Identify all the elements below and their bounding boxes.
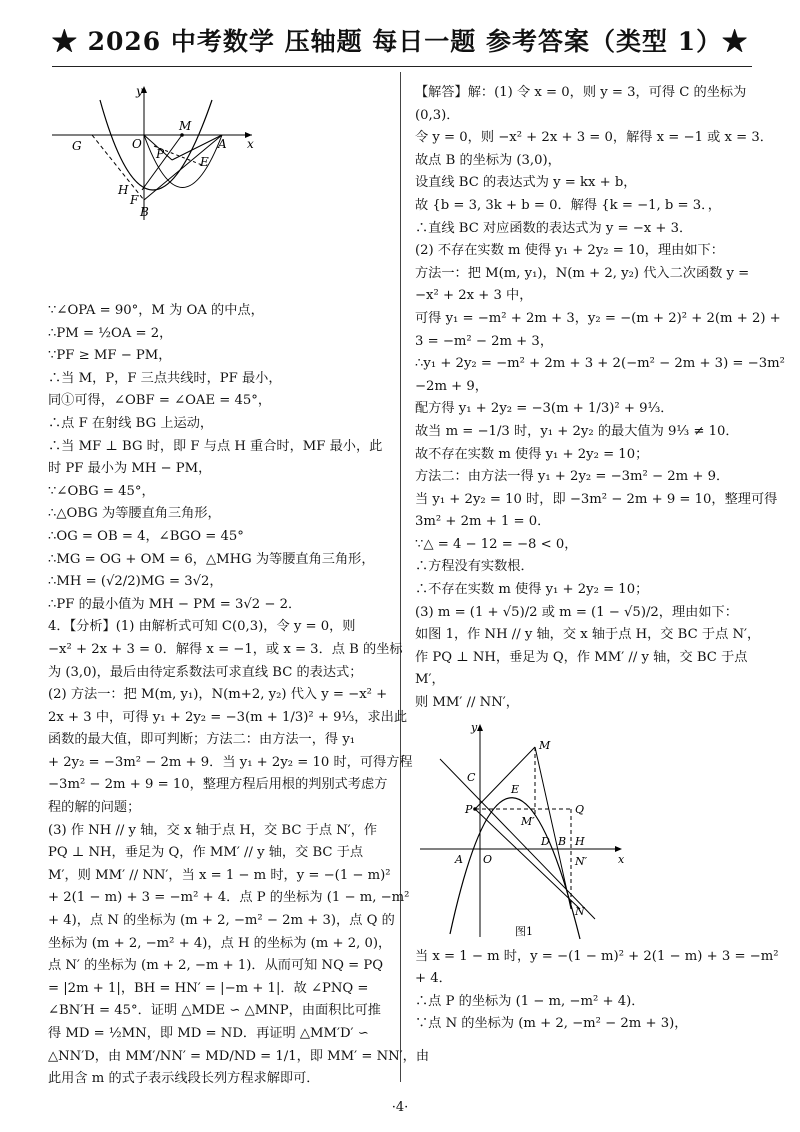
text-line: ∴点 P 的坐标为 (1 − m, −m² + 4)．: [415, 993, 645, 1009]
text-line: ∠BN′H = 45°．证明 △MDE ∽ △MNP，由面积比可推: [48, 1003, 381, 1019]
text-line: 【解答】解：(1) 令 x = 0，则 y = 3，可得 C 的坐标为: [415, 85, 747, 100]
text-line: 为 (3,0)，最后由待定系数法可求直线 BC 的表达式；: [48, 664, 363, 680]
text-line: ∴直线 BC 对应函数的表达式为 y = −x + 3．: [415, 220, 693, 236]
fig2-label-y: y: [471, 720, 478, 734]
text-line: 则 MM′ // NN′，: [415, 695, 519, 711]
column-divider: [400, 72, 401, 1082]
figure-parabola-top: [52, 80, 267, 225]
text-line: ∴MG = OG + OM = 6，△MHG 为等腰直角三角形，: [48, 551, 375, 567]
text-line: 故点 B 的坐标为 (3,0)，: [415, 152, 561, 168]
text-line: + 2y₂ = −3m² − 2m + 9．当 y₁ + 2y₂ = 10 时，可得方程: [48, 754, 413, 770]
fig2-label-o: O: [483, 852, 493, 866]
text-line: 3m² + 2m + 1 = 0．: [415, 514, 551, 530]
text-line: (3) 作 NH // y 轴，交 x 轴于点 H，交 BC 于点 N′，作: [48, 822, 378, 838]
text-line: 如图 1，作 NH // y 轴，交 x 轴于点 H，交 BC 于点 N′，: [415, 627, 761, 643]
text-line: 同①可得，∠OBF = ∠OAE = 45°，: [48, 393, 272, 409]
text-line: −x² + 2x + 3 中，: [415, 288, 533, 304]
fig2-label-d: D: [541, 834, 550, 848]
text-line: + 4)，点 N 的坐标为 (m + 2, −m² − 2m + 3)，点 Q 的: [48, 913, 395, 929]
text-line: 2x + 3 中，可得 y₁ + 2y₂ = −3(m + 1/3)² + 9⅓，求出此: [48, 709, 408, 725]
text-line: ∵∠OPA = 90°，M 为 OA 的中点，: [48, 303, 264, 318]
fig2-label-a: A: [455, 852, 463, 866]
fig2-label-n: N: [575, 904, 585, 918]
text-line: + 2(1 − m) + 3 = −m² + 4．点 P 的坐标为 (1 − m, −m²: [48, 890, 410, 906]
text-line: ∴y₁ + 2y₂ = −m² + 2m + 3 + 2(−m² − 2m + 3) = −3m²: [415, 356, 785, 372]
figure-caption: 图1: [515, 924, 533, 938]
text-line: ∴OG = OB = 4，∠BGO = 45°: [48, 528, 244, 544]
text-line: 方法二：由方法一得 y₁ + 2y₂ = −3m² − 2m + 9．: [415, 469, 730, 485]
text-line: PQ ⊥ NH，垂足为 Q，作 MM′ // y 轴，交 BC 于点: [48, 845, 364, 861]
text-line: 点 N′ 的坐标为 (m + 2, −m + 1)．从而可知 NQ = PQ: [48, 958, 384, 974]
text-line: (3) m = (1 + √5)/2 或 m = (1 − √5)/2，理由如下：: [415, 604, 738, 620]
text-line: △NN′D，由 MM′/NN′ = MD/ND = 1/1，即 MM′ = NN′，由: [48, 1048, 430, 1064]
right-column: [415, 82, 785, 1036]
text-line: 当 x = 1 − m 时，y = −(1 − m)² + 2(1 − m) + 3 = −m²: [415, 948, 779, 964]
fig1-label-g: G: [72, 139, 82, 153]
fig2-label-c: C: [467, 770, 476, 784]
text-line: 时 PF 最小为 MH − PM，: [48, 461, 212, 477]
fig1-label-a: A: [218, 137, 227, 151]
fig1-label-x: x: [247, 137, 254, 151]
page-number: ·4·: [391, 1100, 409, 1115]
text-line: M′，: [415, 672, 445, 688]
fig2-label-q: Q: [575, 802, 585, 816]
text-line: −2m + 9，: [415, 378, 488, 394]
text-line: = |2m + 1|，BH = HN′ = |−m + 1|．故 ∠PNQ =: [48, 980, 369, 996]
text-line: (2) 方法一：把 M(m, y₁)，N(m+2, y₂) 代入 y = −x² +: [48, 687, 388, 703]
fig2-label-x: x: [618, 852, 625, 866]
text-line: 故当 m = −1/3 时，y₁ + 2y₂ 的最大值为 9⅓ ≠ 10．: [415, 423, 739, 439]
fig2-label-e: E: [511, 782, 520, 796]
text-line: ∴不存在实数 m 使得 y₁ + 2y₂ = 10；: [415, 582, 649, 598]
text-line: ∴方程没有实数根．: [415, 559, 534, 575]
fig2-label-nprime: N′: [575, 854, 588, 868]
text-line: ∵点 N 的坐标为 (m + 2, −m² − 2m + 3)，: [415, 1016, 688, 1032]
text-line: ∴PF 的最小值为 MH − PM = 3√2 − 2．: [48, 596, 302, 612]
text-line: (2) 不存在实数 m 使得 y₁ + 2y₂ = 10，理由如下：: [415, 243, 724, 259]
text-line: ∵△ = 4 − 12 = −8 < 0，: [415, 536, 578, 552]
text-line: 当 y₁ + 2y₂ = 10 时，即 −3m² − 2m + 9 = 10，整理可得: [415, 491, 778, 507]
fig1-label-b: B: [140, 205, 149, 219]
fig1-label-m: M: [179, 119, 192, 133]
fig2-label-b: B: [558, 834, 567, 848]
text-line: −x² + 2x + 3 = 0．解得 x = −1，或 x = 3．点 B 的坐标: [48, 641, 403, 657]
text-line: 函数的最大值，即可判断；方法二：由方法一，得 y₁: [48, 732, 356, 748]
fig1-label-h: H: [118, 183, 129, 197]
text-line: 作 PQ ⊥ NH，垂足为 Q，作 MM′ // y 轴，交 BC 于点: [415, 649, 748, 665]
text-line: (0,3)．: [415, 107, 460, 123]
fig2-label-m: M: [539, 738, 551, 752]
text-line: 设直线 BC 的表达式为 y = kx + b，: [415, 175, 637, 191]
fig2-label-h: H: [575, 834, 585, 848]
fig1-label-f: F: [130, 193, 139, 207]
fig1-label-p: P: [156, 147, 165, 161]
text-line: ∵PF ≥ MF − PM，: [48, 348, 172, 364]
text-line: ∴点 F 在射线 BG 上运动，: [48, 415, 214, 431]
text-line: 方法一：把 M(m, y₁)，N(m + 2, y₂) 代入二次函数 y =: [415, 265, 750, 281]
header-rule: [52, 66, 752, 67]
text-line: 可得 y₁ = −m² + 2m + 3，y₂ = −(m + 2)² + 2(m + 2) +: [415, 310, 781, 326]
text-line: −3m² − 2m + 9 = 10，整理方程后用根的判别式考虑方: [48, 777, 388, 793]
fig2-label-mprime: M′: [521, 814, 535, 828]
text-line: ∴当 M，P，F 三点共线时，PF 最小，: [48, 370, 282, 386]
text-line: 故不存在实数 m 使得 y₁ + 2y₂ = 10；: [415, 446, 649, 462]
fig2-label-p: P: [465, 802, 473, 816]
text-line: ∵∠OBG = 45°，: [48, 483, 155, 499]
text-line: ∴当 MF ⊥ BG 时，即 F 与点 H 重合时，MF 最小，此: [48, 438, 383, 454]
text-line: ∴PM = ½OA = 2，: [48, 325, 173, 341]
text-line: ∴△OBG 为等腰直角三角形，: [48, 506, 221, 522]
fig1-label-e: E: [200, 155, 209, 169]
fig1-label-o: O: [132, 137, 142, 151]
text-line: 得 MD = ½MN，即 MD = ND．再证明 △MM′D′ ∽: [48, 1026, 369, 1041]
text-line: 坐标为 (m + 2, −m² + 4)，点 H 的坐标为 (m + 2, 0)，: [48, 935, 392, 951]
text-line: M′，则 MM′ // NN′，当 x = 1 − m 时，y = −(1 − m)²: [48, 867, 391, 883]
text-line: + 4．: [415, 971, 452, 987]
text-line: 程的解的问题；: [48, 800, 141, 816]
text-line: 4．【分析】(1) 由解析式可知 C(0,3)，令 y = 0，则: [48, 619, 356, 635]
text-line: 配方得 y₁ + 2y₂ = −3(m + 1/3)² + 9⅓．: [415, 401, 674, 417]
text-line: 此用含 m 的式子表示线段长列方程求解即可．: [48, 1071, 320, 1087]
text-line: 故 {b = 3, 3k + b = 0．解得 {k = −1, b = 3．，: [415, 197, 721, 213]
text-line: 3 = −m² − 2m + 3，: [415, 333, 554, 349]
figure-1: [415, 719, 645, 944]
text-line: ∴MH = (√2/2)MG = 3√2，: [48, 574, 223, 590]
fig1-label-y: y: [136, 84, 143, 98]
text-line: 令 y = 0，则 −x² + 2x + 3 = 0，解得 x = −1 或 x = 3．: [415, 130, 773, 146]
page-title: ★ 2026 中考数学 压轴题 每日一题 参考答案（类型 1）★: [51, 27, 749, 56]
left-column: [48, 300, 430, 1091]
